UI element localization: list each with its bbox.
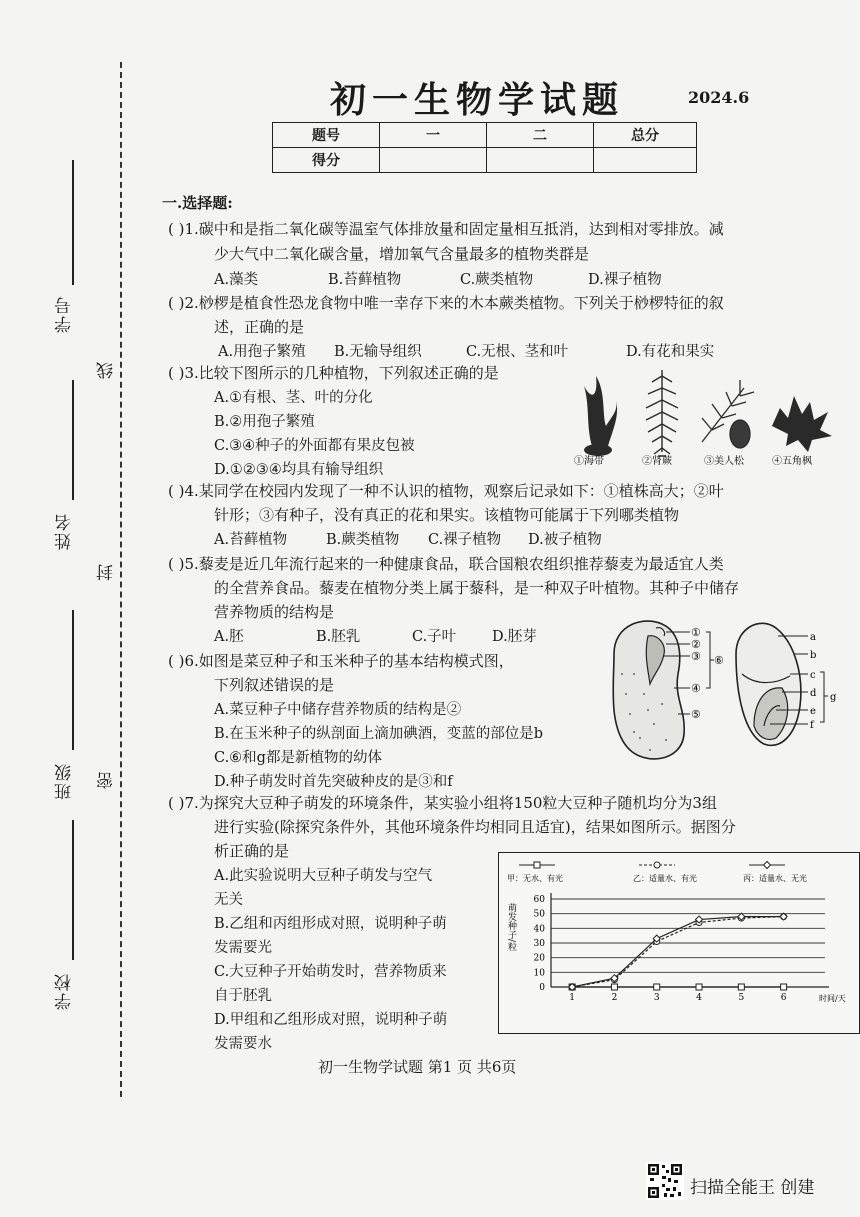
- q1-stem-line1: ( )1.碳中和是指二氧化碳等温室气体排放量和固定量相互抵消，达到相对零排放。减: [168, 220, 724, 238]
- score-label-cell: 得分: [273, 148, 380, 173]
- kelp-illustration: [584, 376, 617, 456]
- x-tick-label: 3: [653, 993, 660, 1003]
- corn-label-a: a: [810, 632, 816, 643]
- score-header-cell: 题号: [273, 123, 380, 148]
- bean-seed-illustration: [613, 621, 724, 759]
- q7-stem-line2: 进行实验(除探究条件外，其他环境条件均相同且适宜)，结果如图所示。据图分: [214, 818, 736, 836]
- q7-option-d-line2[interactable]: 发需要水: [214, 1036, 272, 1052]
- corn-seed-illustration: [736, 623, 837, 745]
- y-axis-label: 萌发种子/粒: [506, 903, 516, 952]
- corn-label-c: c: [810, 670, 816, 681]
- y-tick-label: 50: [533, 909, 545, 920]
- data-point: [696, 984, 702, 990]
- corn-label-e: e: [810, 706, 816, 717]
- school-field[interactable]: [72, 820, 74, 960]
- student-id-label: 学号: [55, 295, 75, 333]
- q6-stem-line2: 下列叙述错误的是: [214, 676, 335, 694]
- q6-option-c[interactable]: C.⑥和g都是新植物的幼体: [214, 750, 382, 766]
- q7-option-b-line1[interactable]: B.乙组和丙组形成对照，说明种子萌: [214, 916, 447, 932]
- q1-option-a[interactable]: A.藻类: [214, 272, 259, 288]
- q6-stem-line1: ( )6.如图是菜豆种子和玉米种子的基本结构模式图，: [168, 652, 514, 670]
- q1-option-d[interactable]: D.裸子植物: [588, 272, 662, 288]
- q4-option-d[interactable]: D.被子植物: [528, 532, 602, 548]
- score-header-cell: 一: [380, 123, 487, 148]
- student-id-field[interactable]: [72, 160, 74, 285]
- score-input-cell[interactable]: [380, 148, 487, 173]
- q2-option-d[interactable]: D.有花和果实: [626, 344, 715, 360]
- legend-label: 丙：适量水、无光: [743, 874, 807, 883]
- q5-option-d[interactable]: D.胚芽: [492, 629, 537, 645]
- plant-caption-1: ①海带: [574, 456, 604, 467]
- q3-option-b[interactable]: B.②用孢子繁殖: [214, 414, 315, 430]
- q6-option-a[interactable]: A.菜豆种子中储存营养物质的结构是②: [214, 702, 462, 718]
- exam-date: 2024.6: [688, 88, 750, 107]
- q5-stem-line2: 的全营养食品。藜麦在植物分类上属于藜科，是一种双子叶植物。其种子中储存: [214, 579, 740, 597]
- x-tick-label: 1: [569, 993, 576, 1003]
- bean-label-4: ④: [691, 682, 701, 695]
- q7-stem-line3: 析正确的是: [214, 842, 290, 860]
- maple-illustration: [772, 396, 832, 452]
- q7-option-c-line1[interactable]: C.大豆种子开始萌发时，营养物质来: [214, 964, 447, 980]
- y-tick-label: 40: [533, 924, 545, 935]
- y-tick-label: 10: [533, 968, 545, 979]
- margin-mark-feng: 封: [97, 562, 117, 581]
- q7-option-b-line2[interactable]: 发需要光: [214, 940, 272, 956]
- bean-label-3: ③: [691, 650, 701, 663]
- pine-illustration: [702, 380, 754, 448]
- corn-label-f: f: [810, 720, 814, 731]
- corn-label-d: d: [810, 688, 817, 699]
- q5-option-a[interactable]: A.胚: [214, 629, 244, 645]
- q7-option-d-line1[interactable]: D.甲组和乙组形成对照，说明种子萌: [214, 1012, 448, 1028]
- name-label: 姓名: [55, 512, 75, 550]
- legend-label: 甲：无水、有光: [507, 874, 563, 883]
- q3-option-a[interactable]: A.①有根、茎、叶的分化: [214, 390, 373, 406]
- bean-label-6: ⑥: [714, 654, 724, 667]
- q2-stem-line2: 述，正确的是: [214, 318, 305, 336]
- q5-stem-line3: 营养物质的结构是: [214, 603, 335, 621]
- bean-label-2: ②: [691, 638, 701, 651]
- seed-structure-figure: [604, 614, 844, 770]
- x-tick-label: 6: [780, 993, 787, 1003]
- q2-stem-line1: ( )2.桫椤是植食性恐龙食物中唯一幸存下来的木本蕨类植物。下列关于桫椤特征的叙: [168, 294, 724, 312]
- class-field[interactable]: [72, 610, 74, 750]
- x-tick-label: 5: [738, 993, 745, 1003]
- name-field[interactable]: [72, 380, 74, 500]
- q7-option-a-line1[interactable]: A.此实验说明大豆种子萌发与空气: [214, 868, 433, 884]
- x-tick-label: 2: [611, 993, 618, 1003]
- q6-option-b[interactable]: B.在玉米种子的纵剖面上滴加碘酒，变蓝的部位是b: [214, 726, 544, 742]
- q6-option-d[interactable]: D.种子萌发时首先突破种皮的是③和f: [214, 774, 453, 790]
- legend-marker: [764, 862, 771, 869]
- plant-caption-4: ④五角枫: [772, 456, 812, 467]
- q1-stem-line2: 少大气中二氧化碳含量，增加氧气含量最多的植物类群是: [214, 245, 590, 263]
- page-title: 初一生物学试题: [330, 79, 625, 121]
- score-header-cell: 二: [487, 123, 594, 148]
- legend-marker: [534, 862, 540, 868]
- plant-figure: [562, 356, 837, 468]
- binding-dashed-line: [120, 62, 122, 1097]
- legend-marker: [654, 862, 660, 868]
- x-axis-label: 时间/天: [819, 994, 846, 1003]
- scanner-brand-label: 扫描全能王 创建: [690, 1178, 815, 1198]
- q1-option-c[interactable]: C.蕨类植物: [460, 272, 534, 288]
- school-label: 学校: [55, 972, 75, 1010]
- series-line: [572, 917, 783, 987]
- q4-option-b[interactable]: B.蕨类植物: [326, 532, 400, 548]
- margin-mark-mi: 密: [97, 770, 117, 789]
- q2-option-b[interactable]: B.无输导组织: [334, 344, 422, 360]
- q7-option-c-line2[interactable]: 自于胚乳: [214, 988, 272, 1004]
- bean-label-5: ⑤: [691, 708, 701, 721]
- q1-option-b[interactable]: B.苔藓植物: [328, 272, 402, 288]
- data-point: [781, 984, 787, 990]
- score-header-cell: 总分: [594, 123, 697, 148]
- q2-option-c[interactable]: C.无根、茎和叶: [466, 344, 569, 360]
- q5-option-b[interactable]: B.胚乳: [316, 629, 361, 645]
- data-point: [611, 984, 617, 990]
- corn-label-g: g: [830, 692, 837, 703]
- q3-option-d[interactable]: D.①②③④均具有输导组织: [214, 462, 384, 478]
- x-tick-label: 4: [696, 993, 702, 1003]
- class-label: 班级: [55, 762, 75, 800]
- q5-stem-line1: ( )5.藜麦是近几年流行起来的一种健康食品，联合国粮农组织推荐藜麦为最适宜人类: [168, 555, 724, 573]
- score-input-cell[interactable]: [594, 148, 697, 173]
- page-footer: 初一生物学试题 第1 页 共6页: [318, 1058, 517, 1076]
- y-tick-label: 60: [533, 895, 545, 905]
- q4-option-a[interactable]: A.苔藓植物: [214, 532, 288, 548]
- q4-stem-line1: ( )4.某同学在校园内发现了一种不认识的植物，观察后记录如下：①植株高大；②叶: [168, 482, 724, 500]
- bean-label-1: ①: [691, 626, 701, 639]
- q3-stem: ( )3.比较下图所示的几种植物，下列叙述正确的是: [168, 364, 499, 382]
- q4-option-c[interactable]: C.裸子植物: [428, 532, 502, 548]
- section-title: 一.选择题:: [162, 194, 233, 212]
- q4-stem-line2: 针形；③有种子，没有真正的花和果实。该植物可能属于下列哪类植物: [214, 506, 680, 524]
- germination-chart-frame: [498, 852, 860, 1034]
- q7-stem-line1: ( )7.为探究大豆种子萌发的环境条件，某实验小组将150粒大豆种子随机均分为3组: [168, 794, 717, 812]
- data-point: [654, 984, 660, 990]
- fern-illustration: [646, 370, 678, 456]
- y-tick-label: 30: [533, 939, 545, 949]
- plant-caption-2: ②肾蕨: [642, 456, 672, 467]
- plant-caption-3: ③美人松: [704, 456, 744, 467]
- q3-option-c[interactable]: C.③④种子的外面都有果皮包被: [214, 438, 415, 454]
- y-tick-label: 0: [539, 983, 545, 993]
- q7-option-a-line2[interactable]: 无关: [214, 892, 243, 908]
- q5-option-c[interactable]: C.子叶: [412, 629, 457, 645]
- germination-chart: [499, 853, 859, 1033]
- corn-label-b: b: [810, 650, 817, 661]
- score-input-cell[interactable]: [487, 148, 594, 173]
- legend-label: 乙：适量水、有光: [633, 874, 697, 883]
- series-line: [572, 917, 783, 987]
- score-table: [272, 122, 697, 173]
- q2-option-a[interactable]: A.用孢子繁殖: [218, 344, 306, 360]
- data-point: [738, 984, 744, 990]
- margin-mark-xian: 线: [97, 360, 117, 379]
- y-tick-label: 20: [533, 953, 545, 964]
- qr-code-icon: [646, 1162, 684, 1200]
